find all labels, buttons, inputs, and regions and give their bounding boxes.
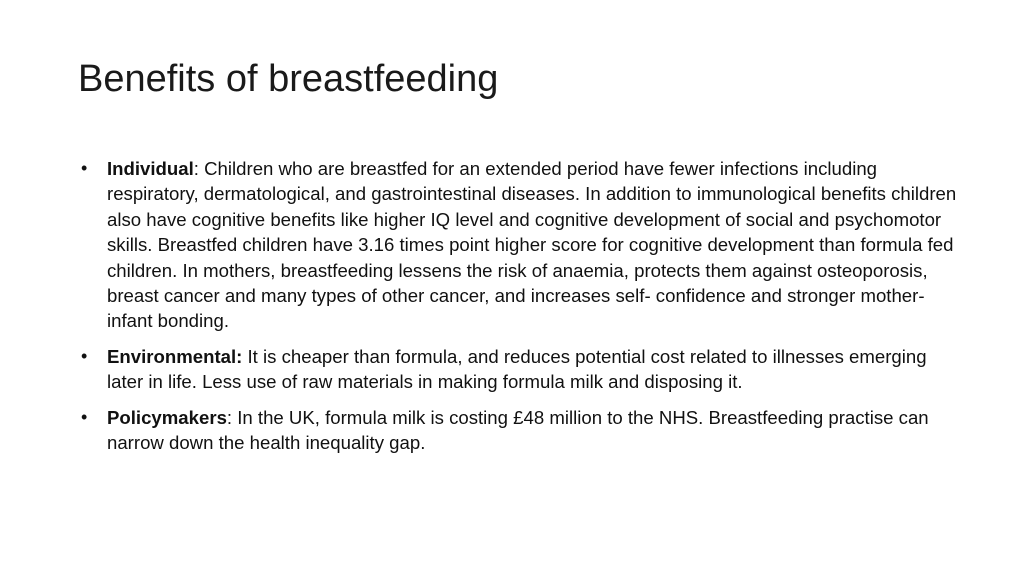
bullet-dot-icon: • <box>81 345 88 366</box>
bullet-dot-icon: • <box>81 406 88 427</box>
slide-title: Benefits of breastfeeding <box>78 58 499 100</box>
bullet-term: Individual <box>107 158 194 179</box>
bullet-item-individual <box>78 156 958 334</box>
bullet-term: Environmental: <box>107 345 243 367</box>
bullet-separator: : <box>193 158 205 179</box>
bullet-text: It is cheaper than formula, and reduces potential cost related to illnesses emerging later in life. Less use of raw materials in making formula milk and disposing it. <box>107 345 927 393</box>
bullet-separator: : <box>226 406 238 428</box>
bullet-dot-icon: • <box>81 158 88 178</box>
bullet-list <box>78 156 958 465</box>
bullet-text: Children who are breastfed for an extended period have fewer infections including respiratory, dermatological, and gastrointestinal diseases. In addition to immunological benefits children also have cognitive benefits like higher IQ level and cognitive development of social and psychomotor skills. Breastfed children have 3.16 times point higher score for cognitive development than formula fed children. In mothers, breastfeeding lessens the risk of anaemia, protects them against osteoporosis, breast cancer and many types of other cancer, and increases self- confidence and stronger mother-infant bonding. <box>107 158 957 332</box>
bullet-item-policymakers <box>78 405 958 456</box>
bullet-term: Policymakers <box>107 406 227 428</box>
bullet-item-environmental <box>78 344 958 395</box>
bullet-text: In the UK, formula milk is costing £48 million to the NHS. Breastfeeding practise can narrow down the health inequality gap. <box>107 406 929 454</box>
